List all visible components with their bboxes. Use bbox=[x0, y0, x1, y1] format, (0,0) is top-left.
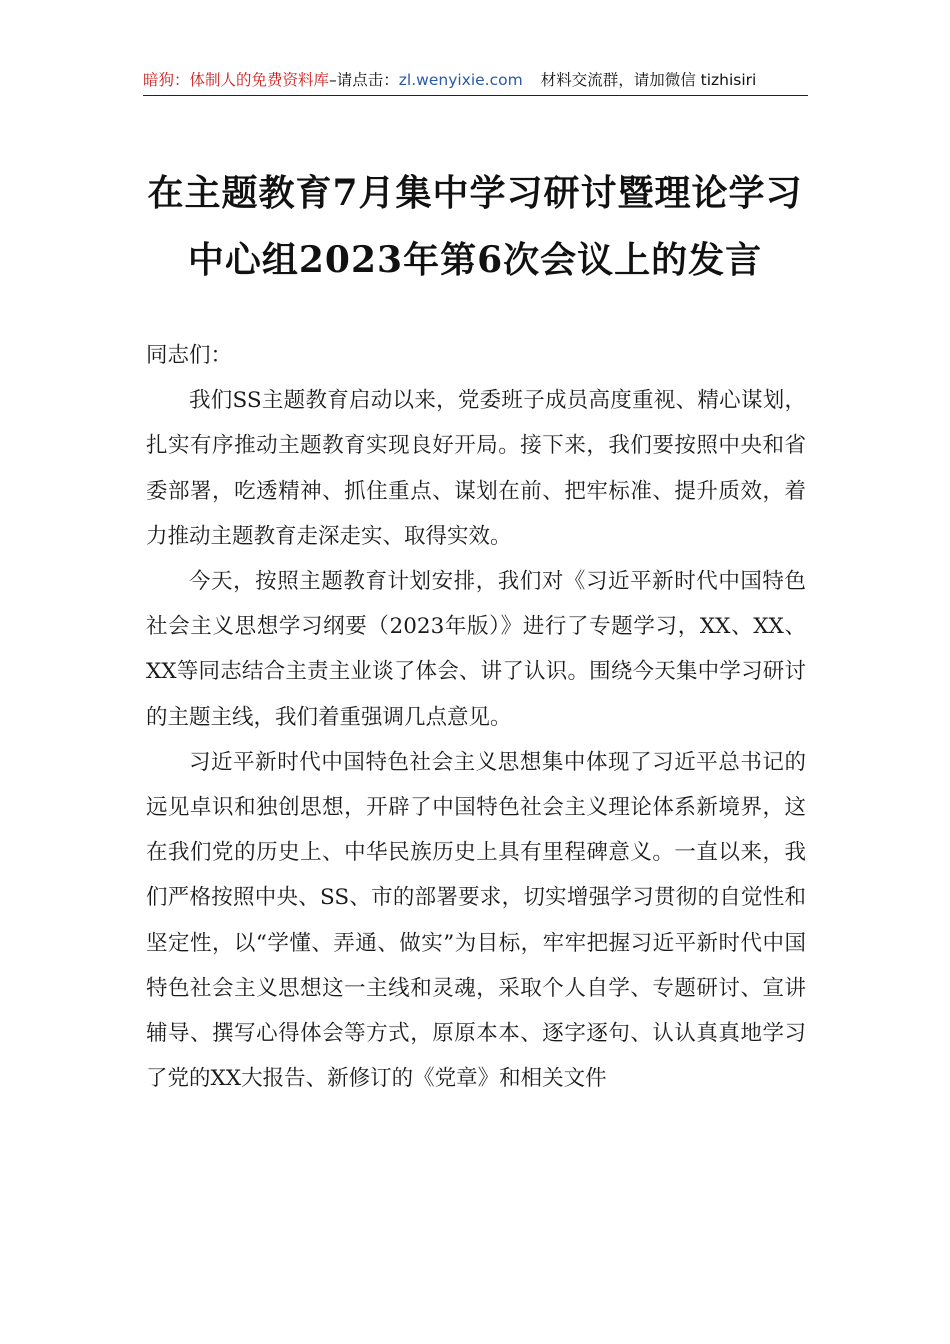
header-brand: 暗狗：体制人的免费资料库 bbox=[143, 71, 330, 89]
body-paragraph-3: 习近平新时代中国特色社会主义思想集中体现了习近平总书记的远见卓识和独创思想，开辟了中国特色社会主义理论体系新境界，这在我们党的历史上、中华民族历史上具有里程碑意义。一直以来，我们严格按照中央、SS、市的部署要求，切实增强学习贯彻的自觉性和坚定性，以“学懂、弄通、做实”为目标，牢牢把握习近平新时代中国特色社会主义思想这一主线和灵魂，采取个人自学、专题研讨、宣讲辅导、撰写心得体会等方式，原原本本、逐字逐句、认认真真地学习了党的XX大报告、新修订的《党章》和相关文件 bbox=[146, 749, 806, 1092]
page-header bbox=[143, 68, 808, 92]
body-paragraph-2: 今天，按照主题教育计划安排，我们对《习近平新时代中国特色社会主义思想学习纲要（2023年版）》进行了专题学习，XX、XX、XX等同志结合主责主业谈了体会、讲了认识。围绕今天集中学习研讨的主题主线，我们着重强调几点意见。 bbox=[146, 569, 806, 730]
document-title-line-1: 在主题教育7月集中学习研讨暨理论学习 bbox=[147, 172, 803, 214]
body-paragraph-1: 我们SS主题教育启动以来，党委班子成员高度重视、精心谋划，扎实有序推动主题教育实现良好开局。接下来，我们要按照中央和省委部署，吃透精神、抓住重点、谋划在前、把牢标准、提升质效，着力推动主题教育走深走实、取得实效。 bbox=[146, 388, 806, 549]
header-url-link[interactable]: zl.wenyixie.com bbox=[398, 71, 523, 89]
header-click-prefix: –请点击： bbox=[329, 71, 399, 89]
salutation: 同志们： bbox=[146, 343, 233, 368]
header-group-note: 材料交流群，请加微信 tizhisiri bbox=[540, 71, 757, 89]
document-body bbox=[146, 333, 806, 1101]
document-title-line-2: 中心组2023年第6次会议上的发言 bbox=[187, 239, 763, 281]
header-divider bbox=[143, 95, 808, 96]
